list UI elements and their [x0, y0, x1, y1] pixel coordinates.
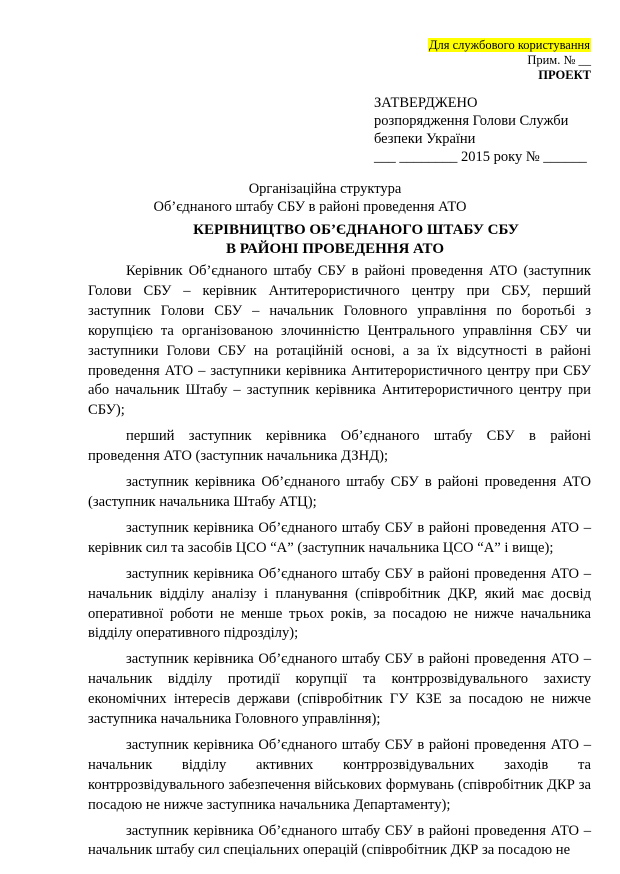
document-header	[428, 38, 591, 83]
approval-line: розпорядження Голови Служби	[374, 113, 569, 129]
paragraph: заступник керівника Об’єднаного штабу СБУ в районі проведення АТО – начальник штабу сил спеціальних операцій (співробітник ДКР за посадою не	[88, 822, 591, 859]
org-structure-line: Об’єднаного штабу СБУ в районі проведення АТО	[153, 199, 467, 215]
restricted-label: Для службового користування	[429, 38, 590, 52]
paragraph: заступник керівника Об’єднаного штабу СБУ в районі проведення АТО – начальник відділу аналізу і планування (співробітник ДКР, який має досвід оперативної роботи не менше трьох років, за посадою не нижче начальника відділу оперативного підрозділу);	[88, 565, 591, 642]
project-label: ПРОЕКТ	[538, 68, 591, 82]
document-title	[0, 221, 620, 259]
copy-number: Прим. № __	[527, 53, 591, 67]
document-body	[88, 262, 591, 867]
paragraph: перший заступник керівника Об’єднаного штабу СБУ в районі проведення АТО (заступник начальника ДЗНД);	[88, 428, 591, 465]
paragraph: заступник керівника Об’єднаного штабу СБУ в районі проведення АТО – керівник сил та засобів ЦСО “А” (заступник начальника ЦСО “А” і вище);	[88, 519, 591, 556]
approval-title: ЗАТВЕРДЖЕНО	[374, 95, 478, 111]
title-line: В РАЙОНІ ПРОВЕДЕННЯ АТО	[225, 241, 445, 257]
approval-date-line: ___ ________ 2015 року № ______	[374, 149, 587, 165]
approval-block	[374, 94, 587, 166]
approval-line: безпеки України	[374, 131, 476, 147]
paragraph: заступник керівника Об’єднаного штабу СБУ в районі проведення АТО (заступник начальника Штабу АТЦ);	[88, 474, 591, 510]
paragraph: заступник керівника Об’єднаного штабу СБУ в районі проведення АТО – начальник відділу активних контррозвідувальних заходів та контррозвідувального забезпечення військових формувань (співробітник ДКР за посадою не нижче заступника начальника Департаменту);	[88, 736, 591, 813]
paragraph: Керівник Об’єднаного штабу СБУ в районі проведення АТО (заступник Голови СБУ – керівник Антитерористичного центру при СБУ, перший заступник Голови СБУ – начальник Головного управління по боротьбі з корупцією та організованою злочинністю Центрального управління СБУ чи заступники Голови СБУ на ротаційній основі, а за їх відсутності в районі проведення АТО – заступники керівника Антитерористичного центру при СБУ або начальник Штабу – заступник керівника Антитерористичного центру при СБУ);	[88, 263, 591, 419]
title-line: КЕРІВНИЦТВО ОБ’ЄДНАНОГО ШТАБУ СБУ	[193, 222, 519, 238]
paragraph: заступник керівника Об’єднаного штабу СБУ в районі проведення АТО – начальник відділу протидії корупції та контррозвідувального захисту економічних інтересів держави (співробітник ГУ КЗЕ за посадою не нижче заступника начальника Головного управління);	[88, 651, 591, 728]
org-structure-line: Організаційна структура	[248, 181, 402, 197]
org-structure-heading	[0, 180, 620, 216]
